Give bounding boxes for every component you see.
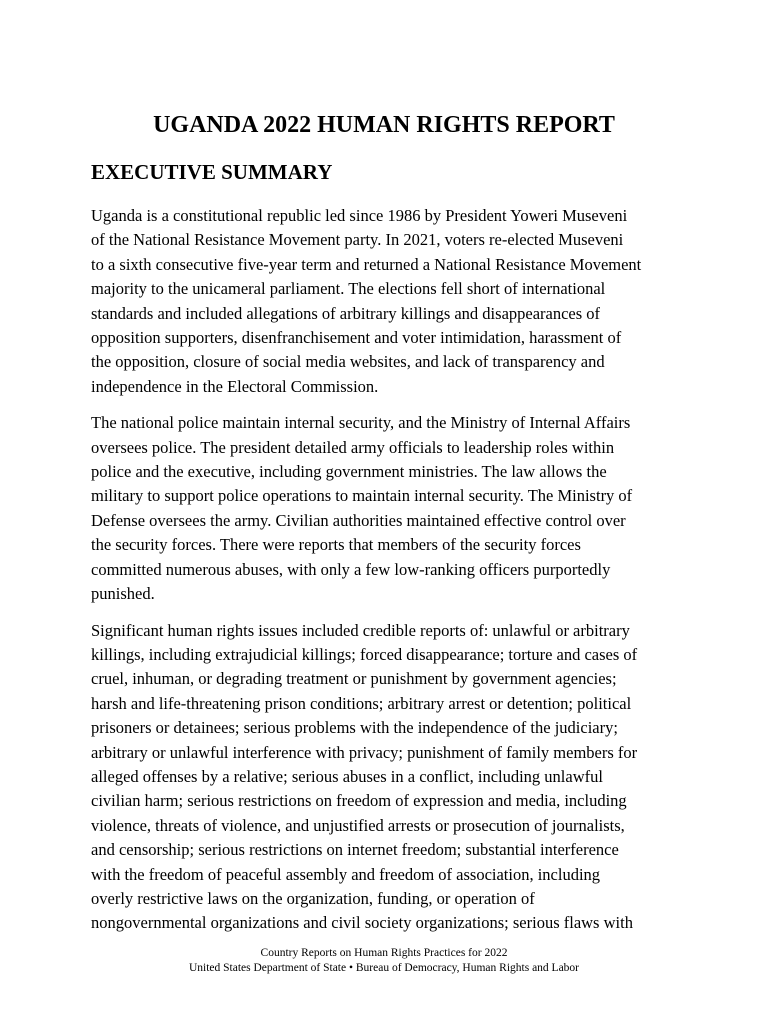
paragraph-line: of the National Resistance Movement party. In 2021, voters re-elected Museveni <box>91 230 624 250</box>
page-footer <box>0 946 768 976</box>
paragraph-line: the opposition, closure of social media websites, and lack of transparency and <box>91 352 605 372</box>
paragraph-line: punished. <box>91 584 155 604</box>
footer-department: United States Department of State • Bureau of Democracy, Human Rights and Labor <box>188 962 580 974</box>
paragraph-line: independence in the Electoral Commission. <box>91 376 379 396</box>
paragraph-line: Significant human rights issues included credible reports of: unlawful or arbitrary <box>91 620 630 640</box>
document-title: UGANDA 2022 HUMAN RIGHTS REPORT <box>153 112 615 138</box>
paragraph-line: violence, threats of violence, and unjustified arrests or prosecution of journalists, <box>91 815 625 835</box>
paragraph-line: military to support police operations to maintain internal security. The Ministry of <box>91 486 633 506</box>
body-text <box>91 204 691 948</box>
paragraph-line: The national police maintain internal security, and the Ministry of Internal Affairs <box>91 413 631 433</box>
paragraph-line: Defense oversees the army. Civilian authorities maintained effective control over <box>91 510 626 530</box>
paragraph-line: with the freedom of peaceful assembly and freedom of association, including <box>91 864 601 884</box>
paragraph-line: Uganda is a constitutional republic led since 1986 by President Yoweri Museveni <box>91 206 628 225</box>
paragraph-line: civilian harm; serious restrictions on freedom of expression and media, including <box>91 791 627 811</box>
paragraph-line: committed numerous abuses, with only a few low-ranking officers purportedly <box>91 559 611 579</box>
paragraph <box>91 411 691 606</box>
paragraph-line: police and the executive, including government ministries. The law allows the <box>91 462 607 482</box>
paragraph-line: alleged offenses by a relative; serious abuses in a conflict, including unlawful <box>91 766 603 786</box>
section-heading: EXECUTIVE SUMMARY <box>91 160 333 184</box>
paragraph <box>91 204 691 399</box>
paragraph-line: overly restrictive laws on the organization, funding, or operation of <box>91 888 535 908</box>
paragraph-line: cruel, inhuman, or degrading treatment or punishment by government agencies; <box>91 669 617 689</box>
paragraph-line: nongovernmental organizations and civil society organizations; serious flaws with <box>91 913 633 933</box>
paragraph-line: prisoners or detainees; serious problems with the independence of the judiciary; <box>91 718 618 738</box>
paragraph-line: killings, including extrajudicial killings; forced disappearance; torture and cases of <box>91 644 638 664</box>
paragraph <box>91 619 691 936</box>
paragraph-line: and censorship; serious restrictions on internet freedom; substantial interference <box>91 840 619 860</box>
paragraph-line: the security forces. There were reports that members of the security forces <box>91 535 581 555</box>
paragraph-line: opposition supporters, disenfranchisement and voter intimidation, harassment of <box>91 328 622 348</box>
paragraph-line: to a sixth consecutive five-year term and returned a National Resistance Movement <box>91 254 642 274</box>
paragraph-line: harsh and life-threatening prison conditions; arbitrary arrest or detention; political <box>91 693 632 713</box>
paragraph-line: arbitrary or unlawful interference with privacy; punishment of family members for <box>91 742 638 762</box>
paragraph-line: oversees police. The president detailed army officials to leadership roles within <box>91 437 615 457</box>
paragraph-line: majority to the unicameral parliament. The elections fell short of international <box>91 279 606 299</box>
paragraph-line: standards and included allegations of arbitrary killings and disappearances of <box>91 303 601 323</box>
footer-report-title: Country Reports on Human Rights Practices for 2022 <box>260 947 508 959</box>
